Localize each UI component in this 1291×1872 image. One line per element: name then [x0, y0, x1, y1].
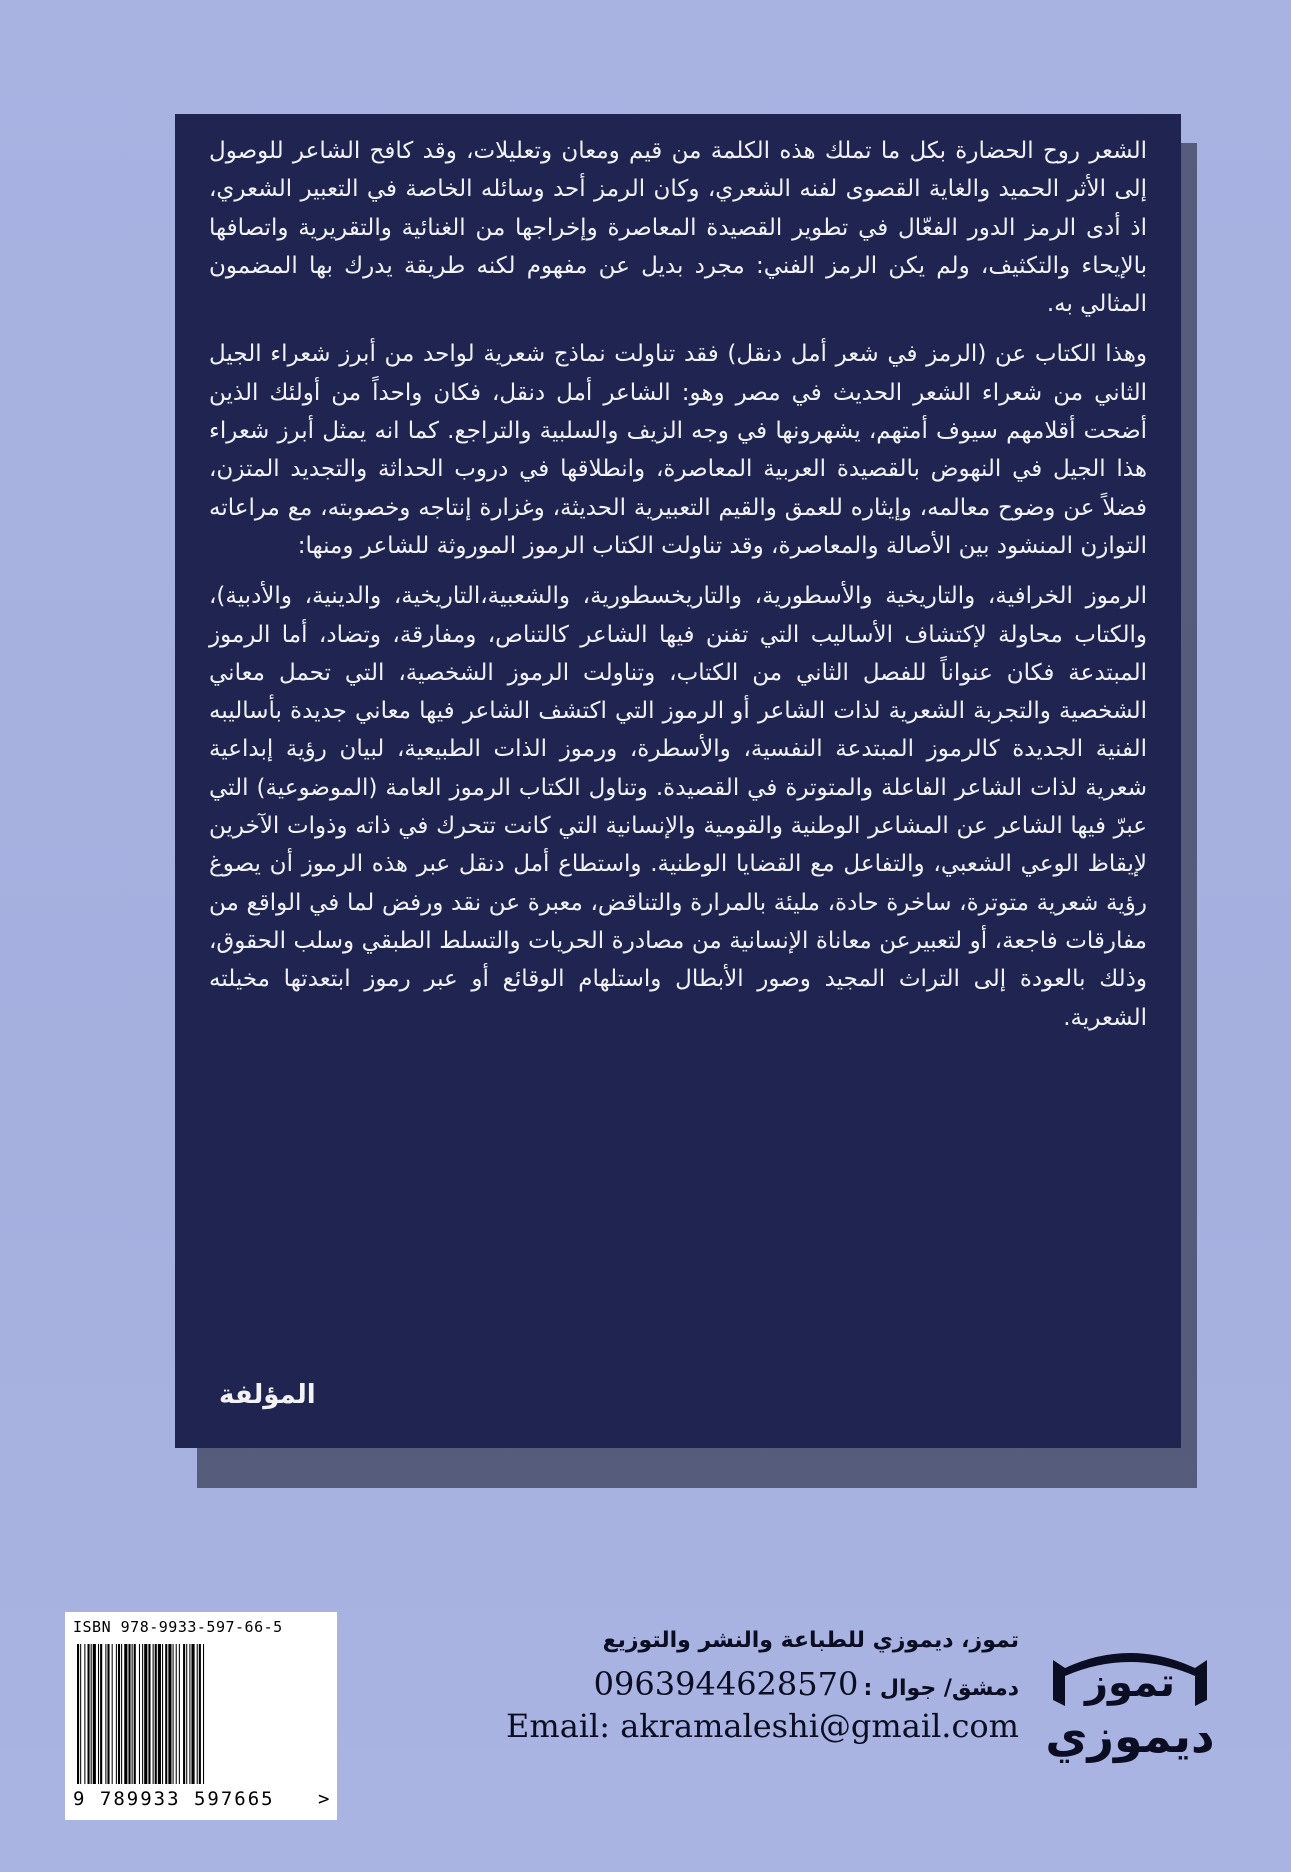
barcode-bar [105, 1644, 106, 1784]
blurb-paragraph-1: الشعر روح الحضارة بكل ما تملك هذه الكلمة من قيم ومعان وتعليلات، وقد كافح الشاعر للوصول إلى الأثر الحميد والغاية القصوى لفنه الشعري، وكان الرمز أحد وسائله الخاصة في التعبير الشعري، اذ أدى الرمز الدور الفعّال في تطوير القصيدة المعاصرة وإخراجها من الغنائية والتقريرية واتصافها بالإيحاء والتكثيف، ولم يكن الرمز الفني: مجرد بديل عن مفهوم لكنه طريقة يدرك بها المضمون المثالي به. [209, 138, 1147, 318]
blurb-panel [175, 114, 1181, 1448]
barcode-bar [88, 1644, 90, 1784]
barcode-bar [112, 1644, 113, 1784]
barcode-bar [93, 1644, 96, 1784]
barcode-bar [197, 1644, 198, 1784]
barcode-bar [91, 1644, 92, 1784]
barcode-bar [139, 1644, 140, 1784]
barcode-bar [134, 1644, 136, 1784]
barcode-bar [155, 1644, 157, 1784]
barcode-bar [199, 1644, 201, 1784]
phone-number: 0963944628570 [593, 1665, 859, 1703]
barcode-bar [148, 1644, 150, 1784]
barcode-bar [165, 1644, 167, 1784]
barcode-bar [144, 1644, 147, 1784]
publisher-name: تموز، ديموزي للطباعة والنشر والتوزيع [602, 1628, 1019, 1653]
logo-word-top: تموز [1085, 1660, 1175, 1706]
publisher-phone-line [506, 1665, 1019, 1703]
blurb-paragraph-3: الرموز الخرافية، والتاريخية والأسطورية، والتاريخسطورية، والشعبية،التاريخية، والدينية، والأدبية)، والكتاب محاولة لإكتشاف الأساليب التي تفنن فيها الشاعر كالتناص، ومفارقة، وتضاد، أما الرموز المبتدعة فكان عنواناً للفصل الثاني من الكتاب، وتناولت الرموز الشخصية، التي تحمل معاني الشخصية والتجربة الشعرية لذات الشاعر أو الرموز التي اكتشف الشاعر فيها معاني جديدة بأساليبه الفنية الجديدة كالرموز المبتدعة النفسية، والأسطرة، ورموز الذات الطبيعية، لبيان رؤية إبداعية شعرية لذات الشاعر الفاعلة والمتوترة في القصيدة. وتناول الكتاب الرموز العامة (الموضوعية) التي عبرّ فيها الشاعر عن المشاعر الوطنية والقومية والإنسانية التي كانت تتحرك في ذاته وذوات الآخرين لإيقاظ الوعي الشعبي، والتفاعل مع القضايا الوطنية. واستطاع أمل دنقل عبر هذه الرموز أن يصوغ رؤية شعرية متوترة، ساخرة حادة، مليئة بالمرارة والتناقض، معبرة عن نقد ورفض لما في الواقع من مفارقات فاجعة، أو لتعبيرعن معاناة الإنسانية من مصادرة الحريات والتسلط الطبقي وسلب الحقوق، وذلك بالعودة إلى التراث المجيد وصور الأبطال واستلهام الوقائع أو عبر رموز ابتعدتها مخيلته الشعرية. [209, 583, 1147, 1031]
barcode-bar [203, 1644, 204, 1784]
publisher-email: Email: akramaleshi@gmail.com [506, 1707, 1019, 1745]
barcode-bar [162, 1644, 163, 1784]
barcode-bar [77, 1644, 79, 1784]
publisher-logo [1045, 1618, 1215, 1768]
barcode-bar [191, 1644, 194, 1784]
barcode-bar [118, 1644, 120, 1784]
barcode-bar [158, 1644, 161, 1784]
barcode-bar [116, 1644, 117, 1784]
barcode-bars [77, 1644, 313, 1784]
barcode-bar [176, 1644, 177, 1784]
phone-label: دمشق/ جوال : [863, 1676, 1019, 1701]
barcode-bar [80, 1644, 81, 1784]
barcode-bar [100, 1644, 102, 1784]
barcode-number: 9 789933 597665 [73, 1788, 275, 1810]
author-signature: المؤلفة [219, 1380, 316, 1410]
barcode-bar [153, 1644, 154, 1784]
barcode-bar [142, 1644, 143, 1784]
barcode-bar [98, 1644, 99, 1784]
barcode-bar [173, 1644, 174, 1784]
barcode-bar [107, 1644, 109, 1784]
isbn-barcode [65, 1612, 337, 1820]
isbn-label: ISBN 978-9933-597-66-5 [73, 1618, 283, 1636]
barcode-bar [186, 1644, 187, 1784]
barcode-bar [183, 1644, 185, 1784]
publisher-info [506, 1628, 1019, 1745]
barcode-bar [124, 1644, 127, 1784]
barcode-bar [189, 1644, 190, 1784]
barcode-bar [128, 1644, 130, 1784]
barcode-bar [168, 1644, 171, 1784]
barcode-arrow: > [318, 1788, 330, 1810]
barcode-bar [179, 1644, 180, 1784]
barcode-bar [132, 1644, 133, 1784]
logo-word-bottom: ديموزي [1045, 1709, 1215, 1763]
blurb-paragraph-2: وهذا الكتاب عن (الرمز في شعر أمل دنقل) فقد تناولت نماذج شعرية لواحد من أبرز شعراء الجيل الثاني من شعراء الشعر الحديث في مصر وهو: الشاعر أمل دنقل، فكان واحداً من أولئك الذين أضحت أقلامهم سيوف أمتهم، يشهرونها في وجه الزيف والسلبية والتراجع. كما انه يمثل أبرز شعراء هذا الجيل في النهوض بالقصيدة العربية المعاصرة، وانطلاقها في دروب الحداثة والتجديد المتزن، فضلاً عن وضوح معالمه، وإيثاره للعمق والقيم التعبيرية الحديثة، وغزارة إنتاجه وخصوبته، مع مراعاته التوازن المنشود بين الأصالة والمعاصرة، وقد تناولت الكتاب الرموز الموروثة للشاعر ومنها: [209, 341, 1147, 559]
barcode-bar [121, 1644, 122, 1784]
barcode-bar [84, 1644, 85, 1784]
